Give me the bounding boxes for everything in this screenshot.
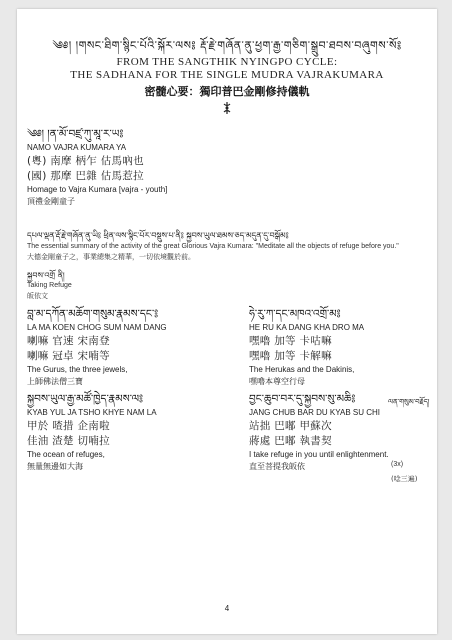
homage-cantonese: (粵) 南摩 柄乍 估馬吶也 bbox=[27, 155, 144, 167]
refuge-heading-tibetan: སྐྱབས་འགྲོ ནི། bbox=[27, 271, 65, 280]
homage-block bbox=[27, 127, 167, 208]
homage-tibetan: ༄༅། །ན་མོ་བཛྲ་ཀུ་མཱ་ར་ཡ༔ bbox=[27, 128, 124, 140]
verse-transliteration: KYAB YUL JA TSHO KHYE NAM LA bbox=[27, 408, 157, 417]
verse-chinese: 直至菩提我皈依 bbox=[249, 462, 305, 471]
vajra-icon bbox=[220, 101, 234, 115]
verse-chinese: 嘿嚕本尊空行母 bbox=[249, 377, 305, 386]
verse-chinese: 上師佛法僧三寶 bbox=[27, 377, 83, 386]
verse-block bbox=[249, 392, 389, 473]
english-title-line-2: THE SADHANA FOR THE SINGLE MUDRA VAJRAKUMARA bbox=[70, 69, 384, 81]
verse-cantonese: 站拙 巴嘟 甲蘇次 bbox=[249, 420, 332, 432]
verse-transliteration: LA MA KOEN CHOG SUM NAM DANG bbox=[27, 323, 167, 332]
english-title-line-1: FROM THE SANGTHIK NYINGPO CYCLE: bbox=[116, 56, 338, 68]
refuge-heading-english: Taking Refuge bbox=[27, 282, 72, 289]
summary-tibetan: དཔལ་ལྡན་རྡོ་རྗེ་གཞོན་ནུ་ཡི༔ ཕྲིན་ལས་སྙིང་པོར་བསྡུས་པ་ནི༔ སྐྱབས་ཡུལ་ཐམས་ཅད་མདུན་དུ་བསྒོམ༔ bbox=[27, 231, 289, 240]
verse-mandarin: 喇嘛 冠卓 宋喃等 bbox=[27, 350, 110, 362]
chinese-title: 密髓心要：獨印普巴金剛修持儀軌 bbox=[144, 85, 310, 98]
verse-cantonese: 嘿嚕 加等 卡咕嘛 bbox=[249, 335, 332, 347]
verse-tibetan: བླ་མ་དཀོན་མཆོག་གསུམ་རྣམས་དང་༔ bbox=[27, 308, 159, 320]
verse-cantonese: 喇嘛 官速 宋南登 bbox=[27, 335, 110, 347]
verse-english: The Herukas and the Dakinis, bbox=[249, 365, 355, 374]
verse-mandarin: 佳油 渣楚 切喃拉 bbox=[27, 435, 110, 447]
repeat-count-note-chinese: (唸三遍) bbox=[391, 475, 418, 483]
page-number: 4 bbox=[224, 604, 230, 613]
verse-mandarin: 嘿嚕 加等 卡解嘛 bbox=[249, 350, 332, 362]
verse-block bbox=[27, 392, 157, 473]
verse-cantonese: 甲於 喳措 企南啦 bbox=[27, 420, 110, 432]
homage-english: Homage to Vajra Kumara [vajra - youth] bbox=[27, 185, 168, 194]
verse-english: I take refuge in you until enlightenment. bbox=[249, 450, 389, 459]
repeat-tibetan-note: ལན་གསུམ་བརྗོད། bbox=[388, 398, 430, 406]
refuge-heading bbox=[27, 271, 72, 301]
tibetan-title: ༄༅། །གསང་ཐིག་སྙིང་པོའི་སྐོར་ལས༔ རྡོ་རྗེ་གཞོན་ནུ་ཕྱག་རྒྱ་གཅིག་སྒྲུབ་ཐབས་བཞུགས་སོ༔ bbox=[52, 39, 402, 52]
summary-english: The essential summary of the activity of the great Glorious Vajra Kumara: "Meditate all the objects of refuge before you." bbox=[27, 243, 399, 250]
verse-mandarin: 蔣處 巴嘟 執書契 bbox=[249, 435, 332, 447]
verse-english: The ocean of refuges, bbox=[27, 450, 105, 459]
repeat-count-note: (3x) bbox=[391, 461, 404, 468]
homage-transliteration: NAMO VAJRA KUMARA YA bbox=[27, 143, 127, 152]
verse-english: The Gurus, the three jewels, bbox=[27, 365, 128, 374]
verse-block bbox=[27, 307, 167, 388]
verse-chinese: 無量無邊如大海 bbox=[27, 462, 83, 471]
refuge-heading-chinese: 皈依文 bbox=[27, 292, 48, 300]
verse-tibetan: ཧེ་རུ་ཀ་དང་མཁའ་འགྲོ་མ༔ bbox=[249, 308, 341, 320]
summary-chinese: 大德金剛童子之，事業總集之精華，一切依境觀於前。 bbox=[27, 253, 195, 261]
verse-transliteration: HE RU KA DANG KHA DRO MA bbox=[249, 323, 365, 332]
summary-block bbox=[27, 230, 431, 262]
verse-tibetan: བྱང་ཆུབ་བར་དུ་སྐྱབས་སུ་མཆི༔ bbox=[249, 393, 356, 405]
homage-chinese: 頂禮金剛童子 bbox=[27, 197, 75, 206]
homage-mandarin: (國) 那摩 巴雜 估馬惹拉 bbox=[27, 170, 144, 182]
document-page bbox=[17, 9, 437, 634]
verse-block bbox=[249, 307, 364, 388]
verse-transliteration: JANG CHUB BAR DU KYAB SU CHI bbox=[249, 408, 380, 417]
verse-tibetan: སྐྱབས་ཡུལ་རྒྱ་མཚོ་ཁྱེད་རྣམས་ལ༔ bbox=[27, 393, 144, 405]
